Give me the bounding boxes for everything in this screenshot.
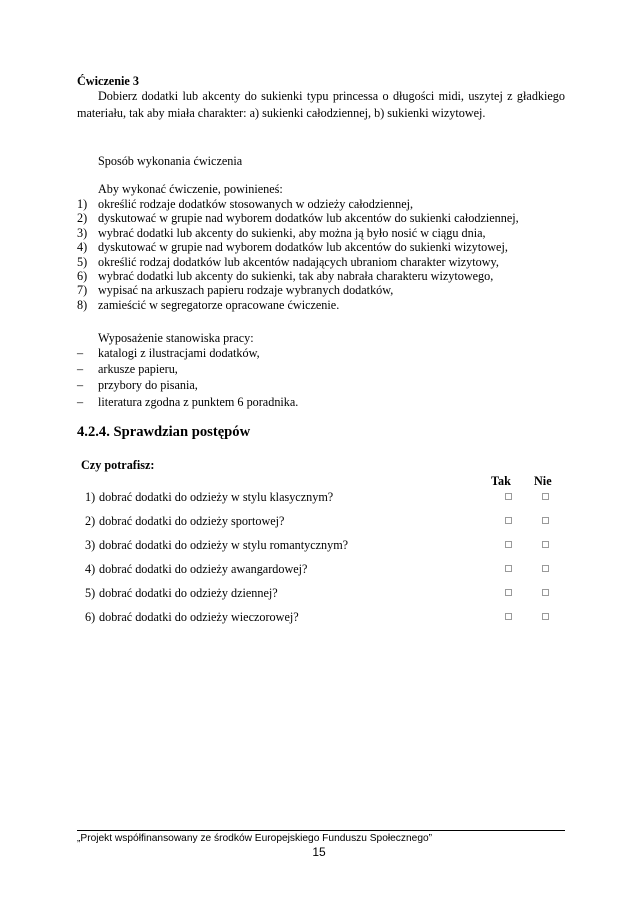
- list-item: [77, 226, 565, 240]
- no-checkbox[interactable]: [542, 541, 549, 548]
- list-text: katalogi z ilustracjami dodatków,: [98, 346, 260, 360]
- question-number: 6): [85, 610, 96, 624]
- dash-bullet: –: [77, 378, 84, 393]
- list-number: 2): [77, 211, 88, 226]
- equipment-list: [77, 345, 565, 410]
- yes-checkbox[interactable]: [505, 589, 512, 596]
- list-item: [77, 211, 565, 225]
- question-row: [85, 608, 555, 626]
- page-number: 15: [312, 845, 326, 859]
- question-row: [85, 536, 555, 554]
- list-item: [77, 240, 565, 254]
- list-item: [77, 377, 565, 393]
- steps-intro: Aby wykonać ćwiczenie, powinieneś:: [98, 182, 283, 196]
- list-number: 7): [77, 283, 88, 298]
- question-text: dobrać dodatki do odzieży wieczorowej?: [99, 610, 299, 624]
- list-number: 4): [77, 240, 88, 255]
- footer-divider: [77, 830, 565, 831]
- dash-bullet: –: [77, 394, 84, 409]
- yes-checkbox[interactable]: [505, 613, 512, 620]
- list-text: przybory do pisania,: [98, 378, 198, 393]
- list-item: [77, 255, 565, 269]
- question-text: dobrać dodatki do odzieży dziennej?: [99, 586, 278, 600]
- list-number: 8): [77, 297, 88, 312]
- question-text: dobrać dodatki do odzieży w stylu klasycznym?: [99, 490, 334, 504]
- method-heading: Sposób wykonania ćwiczenia: [98, 154, 243, 168]
- no-checkbox[interactable]: [542, 517, 549, 524]
- equipment-heading: Wyposażenie stanowiska pracy:: [98, 331, 254, 345]
- section-heading: 4.2.4. Sprawdzian postępów: [77, 424, 251, 440]
- list-text: określić rodzaj dodatków lub akcentów nadających ubraniom charakter wizytowy,: [98, 254, 499, 269]
- list-number: 5): [77, 254, 88, 269]
- question-text: dobrać dodatki do odzieży awangardowej?: [99, 562, 308, 576]
- list-text: dyskutować w grupie nad wyborem dodatków lub akcentów do sukienki całodziennej,: [98, 211, 519, 226]
- yes-checkbox[interactable]: [505, 565, 512, 572]
- list-number: 6): [77, 269, 88, 284]
- question-row: [85, 488, 555, 506]
- exercise-title: Ćwiczenie 3: [77, 74, 139, 88]
- yes-checkbox[interactable]: [505, 517, 512, 524]
- list-item: [77, 394, 565, 410]
- list-text: wypisać na arkuszach papieru rodzaje wybranych dodatków,: [98, 283, 394, 298]
- list-text: dyskutować w grupie nad wyborem dodatków lub akcentów do sukienki wizytowej,: [98, 240, 508, 255]
- list-text: wybrać dodatki lub akcenty do sukienki, aby można ją było nosić w ciągu dnia,: [98, 225, 486, 240]
- question-text: dobrać dodatki do odzieży w stylu romantycznym?: [99, 538, 349, 552]
- list-number: 1): [77, 197, 88, 211]
- column-header-no: Nie: [534, 474, 552, 488]
- list-text: wybrać dodatki lub akcenty do sukienki, tak aby nabrała charakteru wizytowego,: [98, 269, 494, 284]
- column-header-yes: Tak: [491, 474, 511, 488]
- list-item: [77, 361, 565, 377]
- no-checkbox[interactable]: [542, 613, 549, 620]
- footer-note: „Projekt współfinansowany ze środków Europejskiego Funduszu Społecznego”: [77, 833, 433, 844]
- question-text: dobrać dodatki do odzieży sportowej?: [99, 514, 285, 528]
- list-item: [77, 345, 565, 361]
- no-checkbox[interactable]: [542, 565, 549, 572]
- list-text: literatura zgodna z punktem 6 poradnika.: [98, 394, 299, 409]
- list-text: arkusze papieru,: [98, 362, 178, 377]
- question-row: [85, 512, 555, 530]
- question-row: [85, 560, 555, 578]
- question-number: 2): [85, 514, 96, 528]
- question-number: 3): [85, 538, 96, 552]
- list-number: 3): [77, 225, 88, 240]
- dash-bullet: –: [77, 346, 84, 360]
- steps-list: [77, 197, 565, 312]
- question-row: [85, 584, 555, 602]
- yes-checkbox[interactable]: [505, 541, 512, 548]
- question-number: 4): [85, 562, 96, 576]
- list-item: [77, 283, 565, 297]
- exercise-instructions: Dobierz dodatki lub akcenty do sukienki typu princessa o długości midi, uszytej z gładkiego materiału, tak aby miała charakter: a) sukienki całodziennej, b) sukienki wizytowej.: [77, 89, 565, 120]
- question-intro: Czy potrafisz:: [81, 458, 155, 472]
- no-checkbox[interactable]: [542, 493, 549, 500]
- list-item: [77, 298, 565, 312]
- question-number: 5): [85, 586, 96, 600]
- list-item: [77, 197, 565, 211]
- question-number: 1): [85, 490, 96, 504]
- yes-checkbox[interactable]: [505, 493, 512, 500]
- list-item: [77, 269, 565, 283]
- list-text: określić rodzaje dodatków stosowanych w odzieży całodziennej,: [98, 197, 414, 211]
- list-text: zamieścić w segregatorze opracowane ćwiczenie.: [98, 297, 340, 312]
- no-checkbox[interactable]: [542, 589, 549, 596]
- dash-bullet: –: [77, 362, 84, 377]
